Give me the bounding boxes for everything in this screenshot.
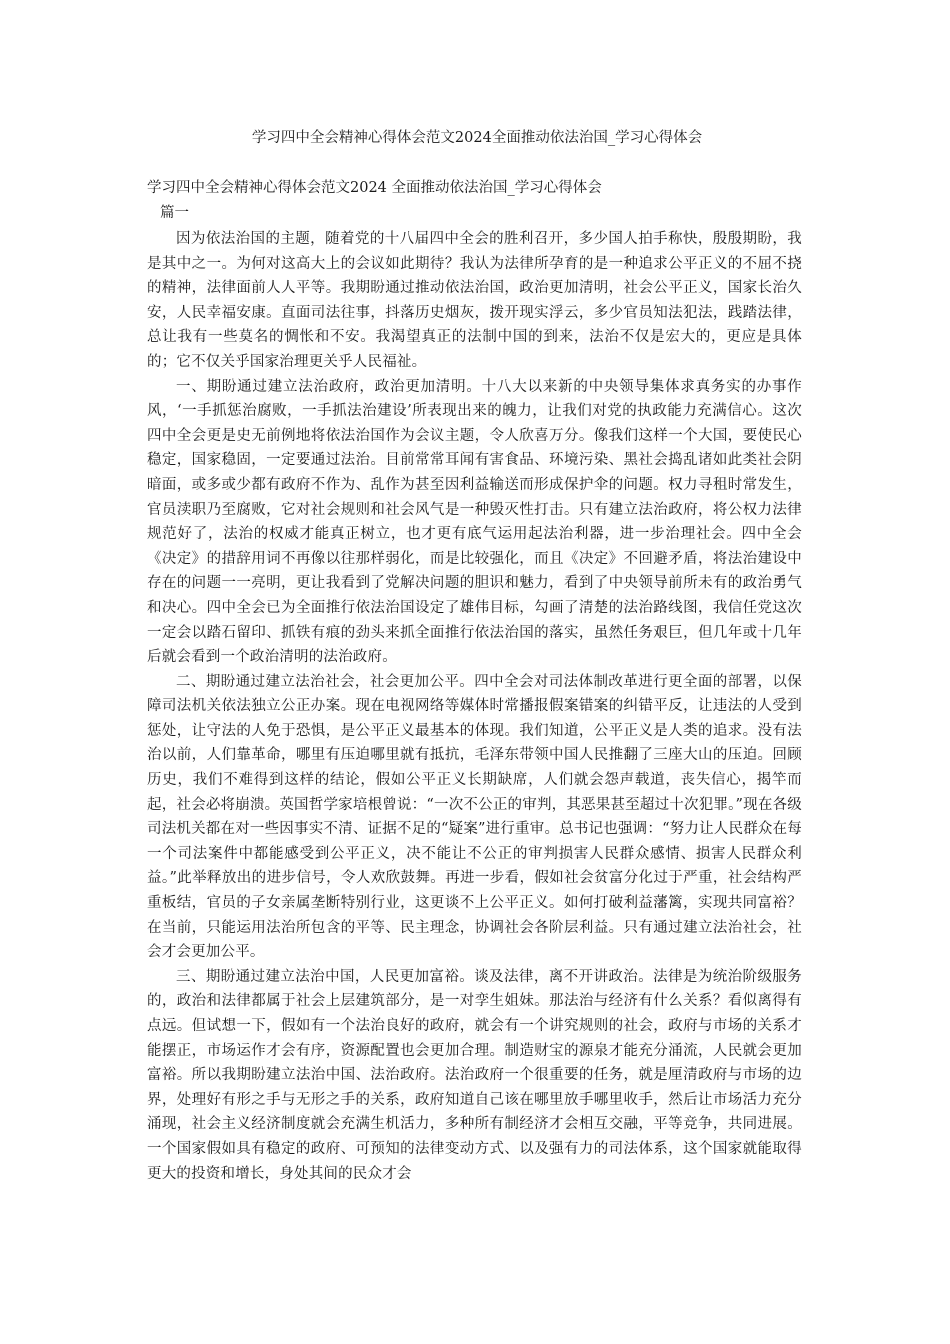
document-title: 学习四中全会精神心得体会范文2024全面推动依法治国_学习心得体会 [251,130,703,146]
section-label: 篇一 [160,205,189,221]
document-subtitle: 学习四中全会精神心得体会范文2024 全面推动依法治国_学习心得体会 [147,180,602,196]
document-body [147,227,802,1186]
paragraph-intro: 因为依法治国的主题，随着党的十八届四中全会的胜利召开，多少国人拍手称快，殷殷期盼，我是其中之一。为何对这高大上的会议如此期待？我认为法律所孕育的是一种追求公平正义的不屈不挠的精神，法律面前人人平等。我期盼通过推动依法治国，政治更加清明，社会公平正义，国家长治久安，人民幸福安康。直面司法往事，抖落历史烟灰，拨开现实浮云，多少官员知法犯法，践踏法律，总让我有一些莫名的惆怅和不安。我渴望真正的法制中国的到来，法治不仅是宏大的，更应是具体的；它不仅关乎国家治理更关乎人民福祉。 [147,231,802,370]
paragraph-section-two: 二、期盼通过建立法治社会，社会更加公平。四中全会对司法体制改革进行更全面的部署，以保障司法机关依法独立公正办案。现在电视网络等媒体时常播报假案错案的纠错平反，让违法的人受到惩处，让守法的人免于恐惧，是公平正义最基本的体现。我们知道，公平正义是人类的追求。没有法治以前，人们靠革命，哪里有压迫哪里就有抵抗，毛泽东带领中国人民推翻了三座大山的压迫。回顾历史，我们不难得到这样的结论，假如公平正义长期缺席，人们就会怨声载道，丧失信心，揭竿而起，社会必将崩溃。英国哲学家培根曾说：“一次不公正的审判，其恶果甚至超过十次犯罪。”现在各级司法机关都在对一些因事实不清、证据不足的“疑案”进行重审。总书记也强调：“努力让人民群众在每一个司法案件中都能感受到公平正义，决不能让不公正的审判损害人民群众感情、损害人民群众利益。”此举释放出的进步信号，令人欢欣鼓舞。再进一步看，假如社会贫富分化过于严重，社会结构严重板结，官员的子女亲属垄断特别行业，这更谈不上公平正义。如何打破利益藩篱，实现共同富裕？在当前，只能运用法治所包含的平等、民主理念，协调社会各阶层利益。只有通过建立法治社会，社会才会更加公平。 [147,673,802,961]
paragraph-section-one: 一、期盼通过建立法治政府，政治更加清明。十八大以来新的中央领导集体求真务实的办事作风，‘一手抓惩治腐败，一手抓法治建设’所表现出来的魄力，让我们对党的执政能力充满信心。这次四中全会更是史无前例地将依法治国作为会议主题，令人欣喜万分。像我们这样一个大国，要使民心稳定，国家稳固，一定要通过法治。目前常常耳闻有害食品、环境污染、黑社会捣乱诸如此类社会阴暗面，或多或少都有政府不作为、乱作为甚至因利益输送而形成保护伞的问题。权力寻租时常发生，官员渎职乃至腐败，它对社会规则和社会风气是一种毁灭性打击。只有建立法治政府，将公权力法律规范好了，法治的权威才能真正树立，也才更有底气运用起法治利器，进一步治理社会。四中全会《决定》的措辞用词不再像以往那样弱化，而是比较强化，而且《决定》不回避矛盾，将法治建设中存在的问题一一亮明，更让我看到了党解决问题的胆识和魅力，看到了中央领导前所未有的政治勇气和决心。四中全会已为全面推行依法治国设定了雄伟目标，勾画了清楚的法治路线图，我信任党这次一定会以踏石留印、抓铁有痕的劲头来抓全面推行依法治国的落实，虽然任务艰巨，但几年或十几年后就会看到一个政治清明的法治政府。 [147,378,802,666]
paragraph-section-three: 三、期盼通过建立法治中国，人民更加富裕。谈及法律，离不开讲政治。法律是为统治阶级服务的，政治和法律都属于社会上层建筑部分，是一对孪生姐妹。那法治与经济有什么关系？看似离得有点远。但试想一下，假如有一个法治良好的政府，就会有一个讲究规则的社会，政府与市场的关系才能摆正，市场运作才会有序，资源配置也会更加合理。制造财宝的源泉才能充分涌流，人民就会更加富裕。所以我期盼建立法治中国、法治政府。法治政府一个很重要的任务，就是厘清政府与市场的边界，处理好有形之手与无形之手的关系，政府知道自己该在哪里放手哪里收手，然后让市场活力充分涌现，社会主义经济制度就会充满生机活力，多种所有制经济才会相互交融，平等竞争，共同进展。一个国家假如具有稳定的政府、可预知的法律变动方式、以及强有力的司法体系，这个国家就能取得更大的投资和增长，身处其间的民众才会 [147,968,802,1182]
